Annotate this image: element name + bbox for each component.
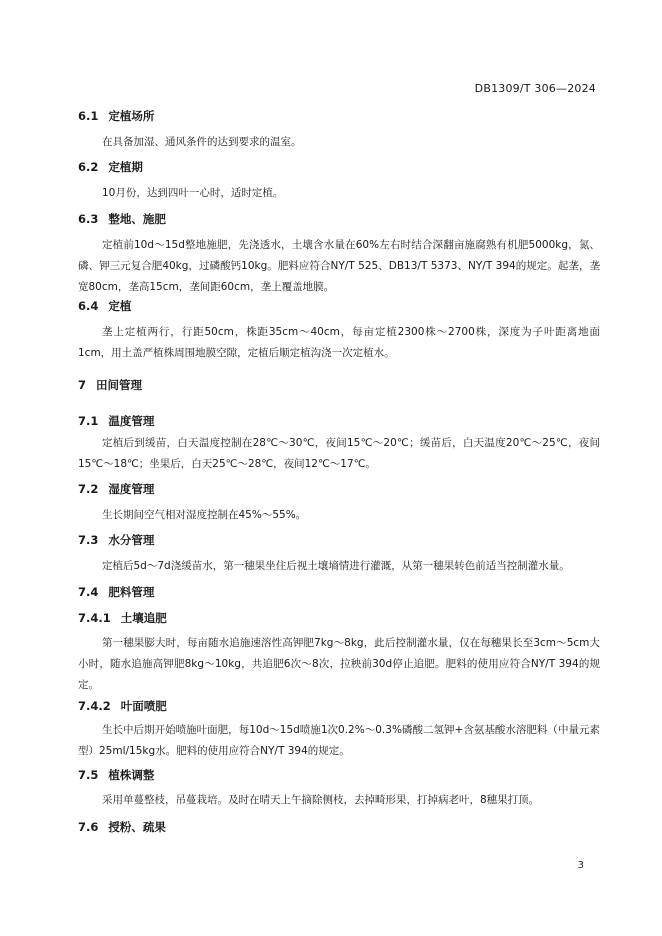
section-number: 7.3 bbox=[78, 533, 99, 547]
section-number: 6.1 bbox=[78, 109, 99, 123]
heading-7-6 bbox=[78, 819, 166, 835]
section-title: 温度管理 bbox=[108, 414, 155, 428]
heading-7-5 bbox=[78, 767, 154, 783]
section-number: 7.4.2 bbox=[78, 699, 111, 713]
heading-6-4 bbox=[78, 298, 131, 314]
section-number: 7.4.1 bbox=[78, 611, 111, 625]
heading-6-1 bbox=[78, 108, 154, 124]
heading-7-4 bbox=[78, 584, 154, 600]
section-title: 植株调整 bbox=[108, 768, 155, 782]
paragraph-6-3: 定植前10d～15d整地施肥，先浇透水，土壤含水量在60%左右时结合深翻亩施腐熟有机肥5000kg，氮、磷、钾三元复合肥40kg，过磷酸钙10kg。肥料应符合NY/T 525、DB13/T 5373、NY/T 394的规定。起垄，垄宽80cm，垄高15cm，垄间距60cm，垄上覆盖地膜。 bbox=[78, 239, 600, 293]
paragraph-7-4-2: 生长中后期开始喷施叶面肥，每10d～15d喷施1次0.2%～0.3%磷酸二氢钾+含氨基酸水溶肥料（中量元素型）25ml/15kg水。肥料的使用应符合NY/T 394的规定。 bbox=[78, 724, 600, 757]
section-number: 7 bbox=[78, 378, 87, 392]
paragraph-7-3: 定植后5d～7d浇缓苗水，第一穗果坐住后视土壤墒情进行灌溉，从第一穗果转色前适当控制灌水量。 bbox=[102, 560, 570, 572]
section-title: 水分管理 bbox=[108, 533, 155, 547]
paragraph-6-2: 10月份，达到四叶一心时，适时定植。 bbox=[102, 187, 284, 199]
paragraph-7-1: 定植后到缓苗，白天温度控制在28℃～30℃，夜间15℃～20℃；缓苗后，白天温度20℃～25℃，夜间15℃～18℃；坐果后，白天25℃～28℃，夜间12℃～17℃。 bbox=[78, 437, 600, 470]
section-number: 6.4 bbox=[78, 299, 99, 313]
heading-6-2 bbox=[78, 159, 143, 175]
paragraph-7-2: 生长期间空气相对湿度控制在45%～55%。 bbox=[102, 509, 307, 521]
heading-7-4-1 bbox=[78, 610, 167, 626]
section-number: 6.2 bbox=[78, 160, 99, 174]
section-number: 7.6 bbox=[78, 820, 99, 834]
section-number: 7.1 bbox=[78, 414, 99, 428]
section-title: 授粉、疏果 bbox=[108, 820, 166, 834]
section-title: 定植期 bbox=[108, 160, 143, 174]
paragraph-6-1: 在具备加湿、通风条件的达到要求的温室。 bbox=[102, 136, 302, 148]
section-title: 土壤追肥 bbox=[120, 611, 167, 625]
section-title: 整地、施肥 bbox=[108, 212, 166, 226]
heading-7-2 bbox=[78, 481, 154, 497]
standard-code: DB1309/T 306—2024 bbox=[474, 82, 596, 95]
paragraph-6-4: 垄上定植两行，行距50cm，株距35cm～40cm，每亩定植2300株～2700株，深度为子叶距离地面1cm，用土盖严植株周围地膜空隙，定植后顺定植沟浇一次定植水。 bbox=[78, 326, 600, 359]
heading-7 bbox=[78, 377, 142, 393]
page-number: 3 bbox=[577, 860, 584, 871]
section-title: 叶面喷肥 bbox=[120, 699, 167, 713]
section-title: 肥料管理 bbox=[108, 585, 155, 599]
section-title: 定植 bbox=[108, 299, 132, 313]
section-title: 定植场所 bbox=[108, 109, 155, 123]
heading-7-1 bbox=[78, 413, 154, 429]
section-number: 7.2 bbox=[78, 482, 99, 496]
paragraph-7-5: 采用单蔓整枝，吊蔓栽培。及时在晴天上午摘除侧枝，去掉畸形果，打掉病老叶，8穗果打顶。 bbox=[102, 794, 540, 806]
paragraph-7-4-1: 第一穗果膨大时，每亩随水追施速溶性高钾肥7kg～8kg，此后控制灌水量，仅在每穗果长至3cm～5cm大小时，随水追施高钾肥8kg～10kg，共追肥6次～8次，拉秧前30d停止追肥。肥料的使用应符合NY/T 394的规定。 bbox=[78, 637, 600, 691]
heading-7-4-2 bbox=[78, 698, 167, 714]
heading-7-3 bbox=[78, 532, 154, 548]
section-number: 7.5 bbox=[78, 768, 99, 782]
section-number: 7.4 bbox=[78, 585, 99, 599]
heading-6-3 bbox=[78, 211, 166, 227]
section-number: 6.3 bbox=[78, 212, 99, 226]
section-title: 湿度管理 bbox=[108, 482, 155, 496]
section-title: 田间管理 bbox=[96, 378, 143, 392]
